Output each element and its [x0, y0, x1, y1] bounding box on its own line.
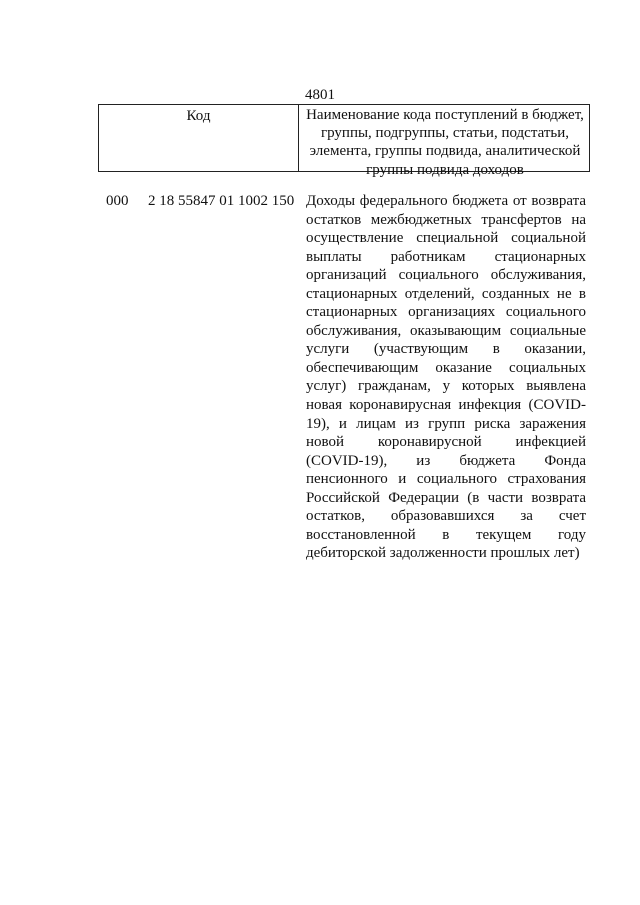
header-code-label: Код	[186, 108, 211, 124]
row-admin-code: 000	[106, 193, 129, 209]
table-header	[98, 104, 590, 178]
page-number: 4801	[305, 87, 335, 103]
row-description: Доходы федерального бюджета от возврата остатков межбюджетных трансфертов на осуществление специальной социальной выплаты работникам стационарных организаций социального обслуживания, стационарных отделений, созданных не в стационарных организациях социального обслуживания, оказывающим социальные услуги (участвующим в оказании, обеспечивающим оказание социальных услуг) гражданам, у которых выявлена новая коронавирусная инфекция (COVID-19), и лицам из групп риска заражения новой коронавирусной инфекцией (COVID-19), из бюджета Фонда пенсионного и социального страхования Российской Федерации (в части возврата остатков, образовавшихся за счет восстановленной в текущем году дебиторской задолженности прошлых лет)	[306, 193, 586, 562]
header-name-label: Наименование кода поступлений в бюджет, группы, подгруппы, статьи, подстатьи, элемента, группы подвида, аналитической группы подвида доходов	[306, 107, 584, 178]
row-revenue-code: 2 18 55847 01 1002 150	[148, 193, 295, 209]
